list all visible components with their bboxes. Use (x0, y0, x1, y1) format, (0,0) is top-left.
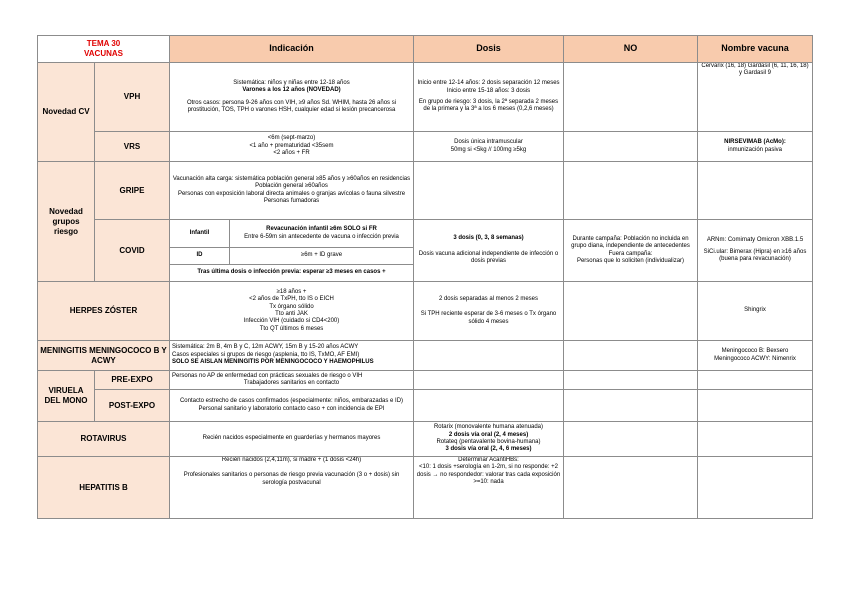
hepatitis-no (564, 457, 698, 519)
vaccine-meningitis: MENINGITIS MENINGOCOCO B Y ACWY (38, 341, 170, 371)
covid-nombre (698, 220, 813, 282)
meningitis-indic-3: SOLO SE AISLAN MENINGITIS POR MENINGOCOCO Y HAEMOPHILUS (172, 359, 374, 366)
vph-no (564, 63, 698, 132)
meningitis-nombre-2: Meningococo ACWY: Nimenrix (714, 355, 796, 362)
vrs-dosis-1: Dosis única intramuscular (454, 139, 523, 146)
viruela-pre-1: Personas no AP de enfermedad con prácticas sexuales de riesgo o VIH (172, 372, 363, 379)
herpes-nombre: Shingrix (698, 282, 813, 341)
covid-infantil-row (170, 220, 413, 248)
vrs-indic-1: <6m (sept-marzo) (267, 135, 316, 142)
vph-indic-1: Sistemática: niños y niñas entre 12-18 años (233, 79, 350, 86)
viruela-post-dosis (414, 390, 564, 422)
table-row-hepatitis (38, 457, 813, 519)
covid-no-1: Durante campaña: Población no incluida en grupo diana, independiente de antecedentes (571, 235, 690, 250)
herpes-indic-6: Tto QT últimos 6 meses (259, 325, 324, 332)
header-row (38, 36, 813, 63)
vrs-indicacion (170, 132, 414, 162)
herpes-indic-4: Tto anti JAK (275, 311, 308, 317)
vrs-nombre-1: NIRSEVIMAB (AcMo): (724, 139, 786, 146)
covid-nombre-2: SiCi.ular: Bimerax (Hipra) en ≥16 años (703, 248, 807, 255)
vrs-indic-3: <2 años + FR (273, 150, 310, 157)
title-line2: VACUNAS (84, 49, 123, 58)
table-row-meningitis (38, 341, 813, 371)
meningitis-nombre (698, 341, 813, 371)
viruela-pre-2: Trabajadores sanitarios en contacto (243, 380, 340, 386)
vph-indicacion (170, 63, 414, 132)
herpes-indic-5: Infección VIH (cuidado si CD4<200) (243, 318, 340, 325)
hepatitis-dosis-3: >=10: nada (473, 479, 504, 486)
vaccine-vph: VPH (95, 63, 170, 132)
herpes-dosis (414, 282, 564, 341)
viruela-pre-no (564, 371, 698, 390)
viruela-pre-dosis (414, 371, 564, 390)
viruela-post-2: Personal sanitario y laboratorio contacto caso + con incidencia de EPI (198, 405, 385, 412)
table-row-rotavirus (38, 422, 813, 457)
viruela-post-no (564, 390, 698, 422)
herpes-indic-1: ≥18 años + (276, 288, 307, 295)
viruela-post-1: Contacto estrecho de casos confirmados (especialmente: niños, embarazadas e ID) (179, 398, 404, 405)
hepatitis-dosis-2: <10: 1 dosis +serología en 1-2m, si no responde: +2 dosis → no respondedor: valorar tras cada exposición (416, 464, 561, 478)
herpes-dosis-1: 2 dosis separadas al menos 2 meses (438, 295, 539, 302)
vph-dosis-3: En grupo de riesgo: 3 dosis, la 2ª separada 2 meses de la primera y la 3ª a los 6 meses (0,2,6 meses) (418, 99, 559, 113)
vaccine-rotavirus: ROTAVIRUS (38, 422, 170, 457)
covid-infantil-text (230, 220, 413, 247)
vaccine-herpes: HERPES ZÓSTER (38, 282, 170, 341)
gripe-indic-3: Personas con exposición laboral directa animales o granjas avícolas o fauna silvestre (177, 190, 406, 197)
gripe-no (564, 162, 698, 220)
vaccine-covid: COVID (95, 220, 170, 282)
vph-dosis (414, 63, 564, 132)
covid-tras-row (170, 265, 413, 281)
vrs-dosis-2: 50mg si <5kg // 100mg ≥5kg (450, 146, 527, 153)
rotavirus-nombre (698, 422, 813, 457)
hepatitis-indic-2: Profesionales sanitarios o personas de riesgo previa vacunación (3 o + dosis) sin serología postvacunal (183, 472, 400, 486)
meningitis-indic-2: Casos especiales si grupos de riesgo (asplenia, tto IS, TxMO, AF EMI) (172, 351, 360, 358)
meningitis-no (564, 341, 698, 371)
hepatitis-dosis-1: Determinar AcantiHBs: (458, 457, 519, 463)
viruela-pre-indicacion (170, 371, 414, 390)
meningitis-indic-1: Sistemática: 2m B, 4m B y C, 12m ACWY, 15m B y 15-20 años ACWY (172, 344, 359, 351)
covid-dosis-2: Dosis vacuna adicional independiente de infección o dosis previas (418, 250, 559, 265)
rotavirus-dosis-1: Rotarix (monovalente humana atenuada) (433, 424, 544, 431)
covid-infantil-label: Infantil (170, 220, 230, 247)
vph-indic-3: Otros casos: persona 9-26 años con VIH, ≥9 años Sd. WHIM, hasta 26 años si prostitución, TOS, TPH o varones HSH, cualquier edad si lesión precancerosa (186, 99, 397, 113)
covid-no-3: Personas que lo soliciten (individualizar) (576, 257, 685, 264)
covid-nombre-1: ARNm: Comirnaty Omicron XBB.1.5 (706, 237, 804, 244)
vph-indic-2: Varones a los 12 años (NOVEDAD) (242, 87, 341, 94)
covid-dosis-1: 3 dosis (0, 3, 8 semanas) (453, 235, 524, 242)
herpes-indic-2: <2 años de TxPH, tto IS o EICH (249, 296, 334, 303)
rotavirus-dosis (414, 422, 564, 457)
table-row-covid (38, 220, 813, 282)
covid-id-text: ≥6m + ID grave (300, 252, 343, 259)
vrs-indic-2: <1 año + prematuridad <35sem (249, 142, 334, 149)
covid-nombre-3: (buena para revacunación) (719, 256, 791, 263)
rotavirus-no (564, 422, 698, 457)
rotavirus-dosis-3: Rotateq (pentavalente bovina-humana) (436, 439, 541, 445)
covid-infantil-2: Entre 6-59m sin antecedente de vacuna o infección previa (244, 233, 399, 240)
table-row-viruela-post (38, 390, 813, 422)
table-row-gripe (38, 162, 813, 220)
vaccine-hepatitis: HEPATITIS B (38, 457, 170, 519)
covid-indicacion (170, 220, 414, 282)
hepatitis-indicacion (170, 457, 414, 519)
category-novedad-cv: Novedad CV (38, 63, 95, 162)
gripe-indic-2: Población general ≥60años (255, 183, 328, 190)
gripe-indic-4: Personas fumadoras (263, 197, 320, 204)
header-indicacion: Indicación (170, 36, 414, 63)
viruela-post-indicacion (170, 390, 414, 422)
vph-dosis-2: Inicio entre 15-18 años: 3 dosis (446, 87, 531, 94)
vph-dosis-1: Inicio entre 12-14 años: 2 dosis separación 12 meses (417, 80, 560, 87)
table-row-vrs (38, 132, 813, 162)
vrs-nombre-2: inmunización pasiva (727, 146, 783, 153)
table-row-vph (38, 63, 813, 132)
vaccine-gripe: GRIPE (95, 162, 170, 220)
hepatitis-indic-1: Recién nacidos (2,4,11m), si madre + (1 dosis <24h) (221, 457, 362, 463)
covid-dosis (414, 220, 564, 282)
viruela-pre-nombre (698, 371, 813, 390)
gripe-dosis (414, 162, 564, 220)
hepatitis-nombre (698, 457, 813, 519)
viruela-pre-label: PRE-EXPO (95, 371, 170, 390)
covid-infantil-1: Revacunación infantil ≥6m SOLO si FR (266, 226, 377, 233)
vrs-dosis (414, 132, 564, 162)
covid-tras-text: Tras última dosis o infección previa: esperar ≥3 meses en casos + (197, 269, 386, 276)
herpes-dosis-2: Si TPH reciente esperar de 3-6 meses o Tx órgano sólido 4 meses (420, 311, 557, 325)
herpes-no (564, 282, 698, 341)
vaccine-vrs: VRS (95, 132, 170, 162)
herpes-indicacion (170, 282, 414, 341)
gripe-indicacion (170, 162, 414, 220)
herpes-indic-3: Tx órgano sólido (269, 303, 314, 310)
covid-no (564, 220, 698, 282)
table-row-herpes (38, 282, 813, 341)
viruela-post-label: POST-EXPO (95, 390, 170, 422)
hepatitis-dosis (414, 457, 564, 519)
meningitis-dosis (414, 341, 564, 371)
covid-id-label: ID (170, 248, 230, 264)
vrs-no (564, 132, 698, 162)
covid-no-2: Fuera campaña: (608, 250, 653, 257)
vph-nombre: Cervarix (16, 18) Gardasil (6, 11, 16, 18) y Gardasil 9 (698, 63, 813, 132)
header-nombre: Nombre vacuna (698, 36, 813, 63)
rotavirus-dosis-4: 3 dosis vía oral (2, 4, 6 meses) (445, 446, 532, 453)
header-no: NO (564, 36, 698, 63)
meningitis-nombre-1: Meningococo B: Bexsero (721, 348, 789, 355)
table-row-viruela-pre (38, 371, 813, 390)
vaccine-viruela: VIRUELA DEL MONO (38, 371, 95, 422)
gripe-nombre (698, 162, 813, 220)
meningitis-indicacion (170, 341, 414, 371)
rotavirus-indicacion: Recién nacidos especialmente en guarderías y hermanos mayores (170, 422, 414, 457)
rotavirus-dosis-2: 2 dosis vía oral (2, 4 meses) (448, 431, 529, 438)
header-dosis: Dosis (414, 36, 564, 63)
vaccines-table (37, 35, 813, 519)
viruela-post-nombre (698, 390, 813, 422)
covid-id-row (170, 248, 413, 265)
vrs-nombre (698, 132, 813, 162)
category-novedad-grupos: Novedad grupos riesgo (38, 162, 95, 282)
gripe-indic-1: Vacunación alta carga: sistemática población general ≥85 años y ≥60años en residencias (172, 175, 411, 182)
title-line1: TEMA 30 (86, 39, 121, 48)
table-title (38, 36, 170, 63)
